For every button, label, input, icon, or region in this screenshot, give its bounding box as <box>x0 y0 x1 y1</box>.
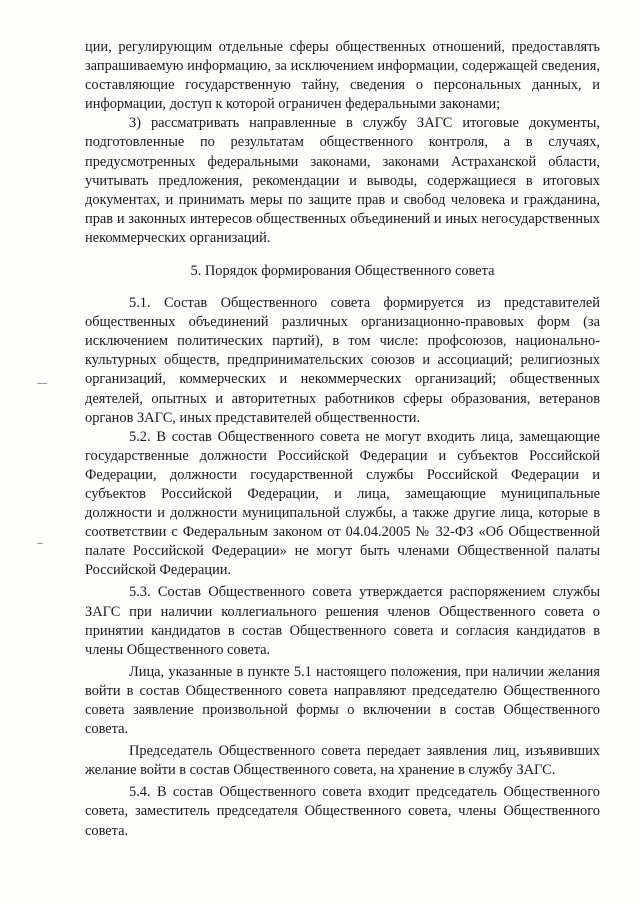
paragraph-item-3: 3) рассматривать направленные в службу ЗАГС итоговые документы, подготовленные по результатам общественного контроля, а в случаях, предусмотренных федеральными законами, законами Астраханской области, учитывать предложения, рекомендации и выводы, содержащиеся в итоговых документах, и принимать меры по защите прав и свобод человека и гражданина, прав и законных интересов общественных объединений и иных негосударственных некоммерческих организаций. <box>85 115 600 246</box>
paragraph-chairman: Председатель Общественного совета передает заявления лиц, изъявивших желание войти в состав Общественного совета, на хранение в службу ЗАГС. <box>85 743 600 779</box>
document-body <box>85 38 600 841</box>
margin-mark <box>37 543 43 544</box>
paragraph-5-4: 5.4. В состав Общественного совета входит председатель Общественного совета, заместитель председателя Общественного совета, члены Общественного совета. <box>85 784 600 839</box>
paragraph-5-3: 5.3. Состав Общественного совета утверждается распоряжением службы ЗАГС при наличии коллегиального решения членов Общественного совета о принятии кандидатов в состав Общественного совета и согласия кандидатов в члены Общественного совета. <box>85 584 600 658</box>
paragraph-5-1: 5.1. Состав Общественного совета формируется из представителей общественных объединений различных организационно-правовых форм (за исключением политических партий), в том числе: профсоюзов, национально-культурных обществ, предпринимательских союзов и ассоциаций; религиозных организаций, коммерческих и некоммерческих организаций; общественных деятелей, опытных и авторитетных работников сферы образования, ветеранов органов ЗАГС, иных представителей общественности. <box>85 295 600 426</box>
paragraph-intro: ции, регулирующим отдельные сферы общественных отношений, предоставлять запрашиваемую информацию, за исключением информации, содержащей сведения, составляющие государственную тайну, сведения о персональных данных, и информации, доступ к которой ограничен федеральными законами; <box>85 39 600 113</box>
section-title: 5. Порядок формирования Общественного совета <box>190 263 495 280</box>
paragraph-5-2: 5.2. В состав Общественного совета не могут входить лица, замещающие государственные должности Российской Федерации и субъектов Российской Федерации, должности государственной службы Российской Федерации и субъектов Российской Федерации, и лица, замещающие муниципальные должности и должности муниципальной службы, а также другие лица, которые в соответствии с Федеральным законом от 04.04.2005 № 32-ФЗ «Об Общественной палате Российской Федерации» не могут быть членами Общественной палаты Российской Федерации. <box>85 428 600 579</box>
margin-mark <box>37 383 47 384</box>
paragraph-persons: Лица, указанные в пункте 5.1 настоящего положения, при наличии желания войти в состав Общественного совета направляют председателю Общественного совета заявление произвольной формы о включении в состав Общественного совета. <box>85 663 600 738</box>
